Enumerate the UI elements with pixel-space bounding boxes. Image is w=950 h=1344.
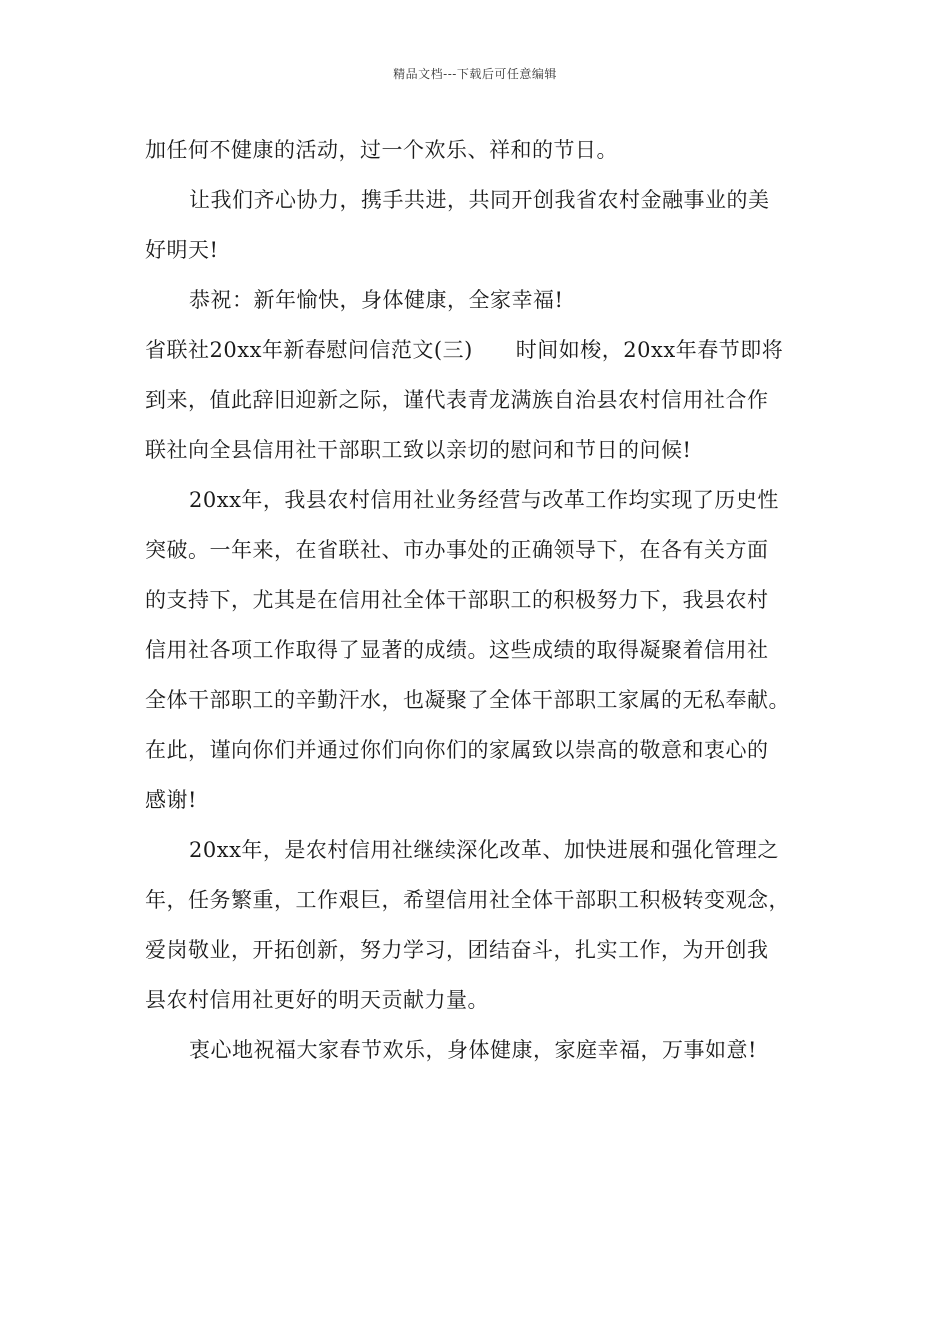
paragraph-start-line: 20xx年，我县农村信用社业务经营与改革工作均实现了历史性 [189,488,779,512]
body-line: 全体干部职工的辛勤汗水，也凝聚了全体干部职工家属的无私奉献。 [145,688,790,712]
body-line: 县农村信用社更好的明天贡献力量。 [145,988,489,1012]
body-line: 的支持下，尤其是在信用社全体干部职工的积极努力下，我县农村 [145,588,769,612]
paragraph-start-line: 20xx年，是农村信用社继续深化改革、加快进展和强化管理之 [189,838,779,862]
body-line: 爱岗敬业，开拓创新，努力学习，团结奋斗，扎实工作，为开创我 [145,938,769,962]
body-line: 突破。一年来，在省联社、市办事处的正确领导下，在各有关方面 [145,538,769,562]
body-line: 到来，值此辞旧迎新之际，谨代表青龙满族自治县农村信用社合作 [145,388,769,412]
paragraph-start-line: 让我们齐心协力，携手共进，共同开创我省农村金融事业的美 [189,188,770,212]
body-line: 年，任务繁重，工作艰巨，希望信用社全体干部职工积极转变观念， [145,888,790,912]
body-line: 感谢! [145,788,197,812]
body-line: 信用社各项工作取得了显著的成绩。这些成绩的取得凝聚着信用社 [145,638,769,662]
body-line: 联社向全县信用社干部职工致以亲切的慰问和节日的问候! [145,438,692,462]
section-title-line: 省联社20xx年新春慰问信范文(三) 时间如梭，20xx年春节即将 [145,338,784,362]
greeting-line: 恭祝：新年愉快，身体健康，全家幸福! [189,288,564,312]
body-line: 在此，谨向你们并通过你们向你们的家属致以崇高的敬意和衷心的 [145,738,769,762]
body-line: 加任何不健康的活动，过一个欢乐、祥和的节日。 [145,138,618,162]
closing-line: 衷心地祝福大家春节欢乐，身体健康，家庭幸福，万事如意! [189,1038,757,1062]
page-header: 精品文档---下载后可任意编辑 [393,67,557,81]
body-line: 好明天! [145,238,219,262]
